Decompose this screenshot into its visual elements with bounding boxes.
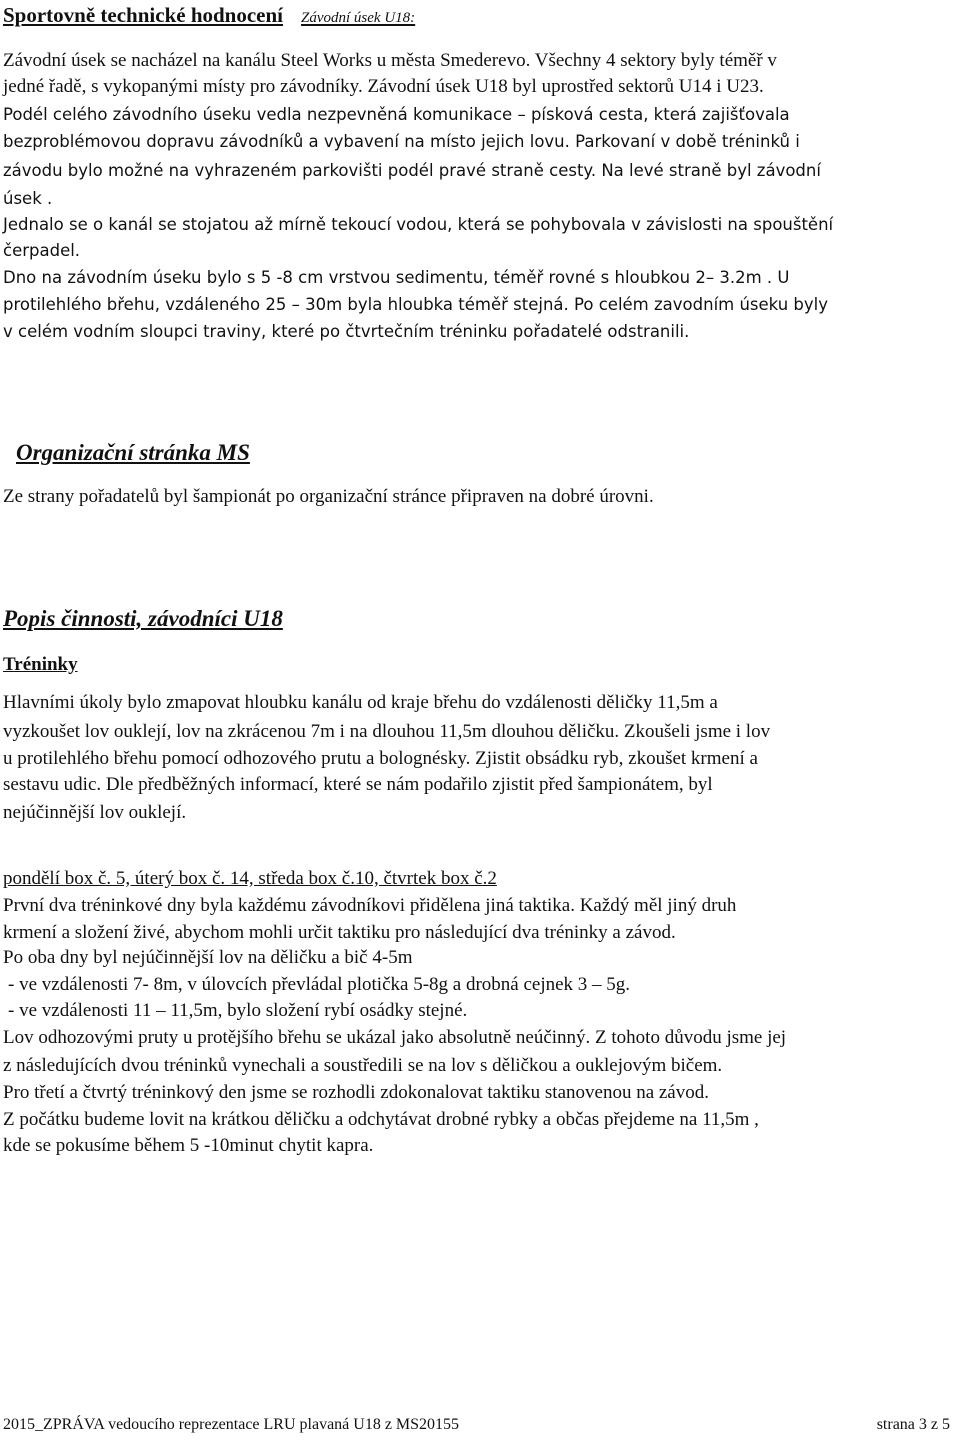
paragraph-line: úsek . <box>3 189 53 208</box>
paragraph-line: protilehlého břehu, vzdáleného 25 – 30m byla hloubka téměř stejná. Po celém zavodním úseku byly <box>3 295 829 314</box>
paragraph-line: Závodní úsek se nacházel na kanálu Steel Works u města Smederevo. Všechny 4 sektory byly téměř v <box>3 50 777 71</box>
paragraph-line: bezproblémovou dopravu závodníků a vybavení na místo jejich lovu. Parkovaní v době tréninků i <box>3 132 800 151</box>
paragraph-line: Hlavními úkoly bylo zmapovat hloubku kanálu od kraje břehu do vzdálenosti děličky 11,5m a <box>3 692 718 713</box>
paragraph-line: kde se pokusíme během 5 -10minut chytit kapra. <box>3 1135 374 1156</box>
footer-page-number: strana 3 z 5 <box>876 1416 950 1433</box>
paragraph-line: nejúčinnější lov ouklejí. <box>3 802 187 823</box>
paragraph-line: Pro třetí a čtvrtý tréninkový den jsme se rozhodli zdokonalovat taktiku stanovenou na závod. <box>3 1082 709 1103</box>
title-text: Sportovně technické hodnocení <box>3 3 284 27</box>
list-item: - ve vzdálenosti 11 – 11,5m, bylo složení rybí osádky stejné. <box>8 1000 468 1021</box>
section-heading-activities: Popis činnosti, závodníci U18 <box>3 606 283 631</box>
paragraph-line: v celém vodním sloupci traviny, které po čtvrtečním tréninku pořadatelé odstranili. <box>3 322 690 341</box>
list-item: - ve vzdálenosti 7- 8m, v úlovcích převládal plotička 5-8g a drobná cejnek 3 – 5g. <box>8 974 631 995</box>
paragraph-line: vyzkoušet lov ouklejí, lov na zkrácenou 7m i na dlouhou 11,5m dlouhou děličku. Zkoušeli jsme i lov <box>3 721 771 742</box>
footer-document-name: 2015_ZPRÁVA vedoucího reprezentace LRU plavaná U18 z MS20155 <box>3 1416 460 1433</box>
section-subtitle: Závodní úsek U18: <box>301 10 416 26</box>
paragraph-line: Po oba dny byl nejúčinnější lov na děličku a bič 4-5m <box>3 947 413 968</box>
subheading-trainings: Tréninky <box>3 654 78 675</box>
paragraph-line: První dva tréninkové dny byla každému závodníkovi přidělena jiná taktika. Každý měl jiný druh <box>3 895 737 916</box>
paragraph-line: závodu bylo možné na vyhrazeném parkovišti podél pravé straně cesty. Na levé straně byl závodní <box>3 161 821 180</box>
section-heading-organization: Organizační stránka MS <box>16 440 250 465</box>
paragraph-line: Podél celého závodního úseku vedla nezpevněná komunikace – písková cesta, která zajišťovala <box>3 105 790 124</box>
paragraph-line: z následujících dvou tréninků vynechali a soustředili se na lov s děličkou a ouklejovým bičem. <box>3 1055 723 1076</box>
paragraph-line: sestavu udic. Dle předběžných informací, které se nám podařilo zjistit před šampionátem, byl <box>3 774 713 795</box>
box-assignments: pondělí box č. 5, úterý box č. 14, středa box č.10, čtvrtek box č.2 <box>3 868 497 889</box>
paragraph-line: Dno na závodním úseku bylo s 5 -8 cm vrstvou sedimentu, téměř rovné s hloubkou 2– 3.2m . U <box>3 268 790 287</box>
paragraph-line: Ze strany pořadatelů byl šampionát po organizační stránce připraven na dobré úrovni. <box>3 486 654 507</box>
paragraph-line: u protilehlého břehu pomocí odhozového prutu a bolognésky. Zjistit obsádku ryb, zkoušet krmení a <box>3 748 758 769</box>
paragraph-line: Lov odhozovými pruty u protějšího břehu se ukázal jako absolutně neúčinný. Z tohoto důvodu jsme jej <box>3 1027 787 1048</box>
paragraph-line: čerpadel. <box>3 241 81 260</box>
paragraph-line: krmení a složení živé, abychom mohli určit taktiku pro následující dva tréninky a závod. <box>3 922 676 943</box>
page-title <box>3 2 415 31</box>
paragraph-line: Jednalo se o kanál se stojatou až mírně tekoucí vodou, která se pohybovala v závislosti na spouštění <box>3 215 834 234</box>
paragraph-line: jedné řadě, s vykopanými místy pro závodníky. Závodní úsek U18 byl uprostřed sektorů U14 i U23. <box>3 76 764 97</box>
paragraph-line: Z počátku budeme lovit na krátkou děličku a odchytávat drobné rybky a občas přejdeme na 11,5m , <box>3 1109 759 1130</box>
